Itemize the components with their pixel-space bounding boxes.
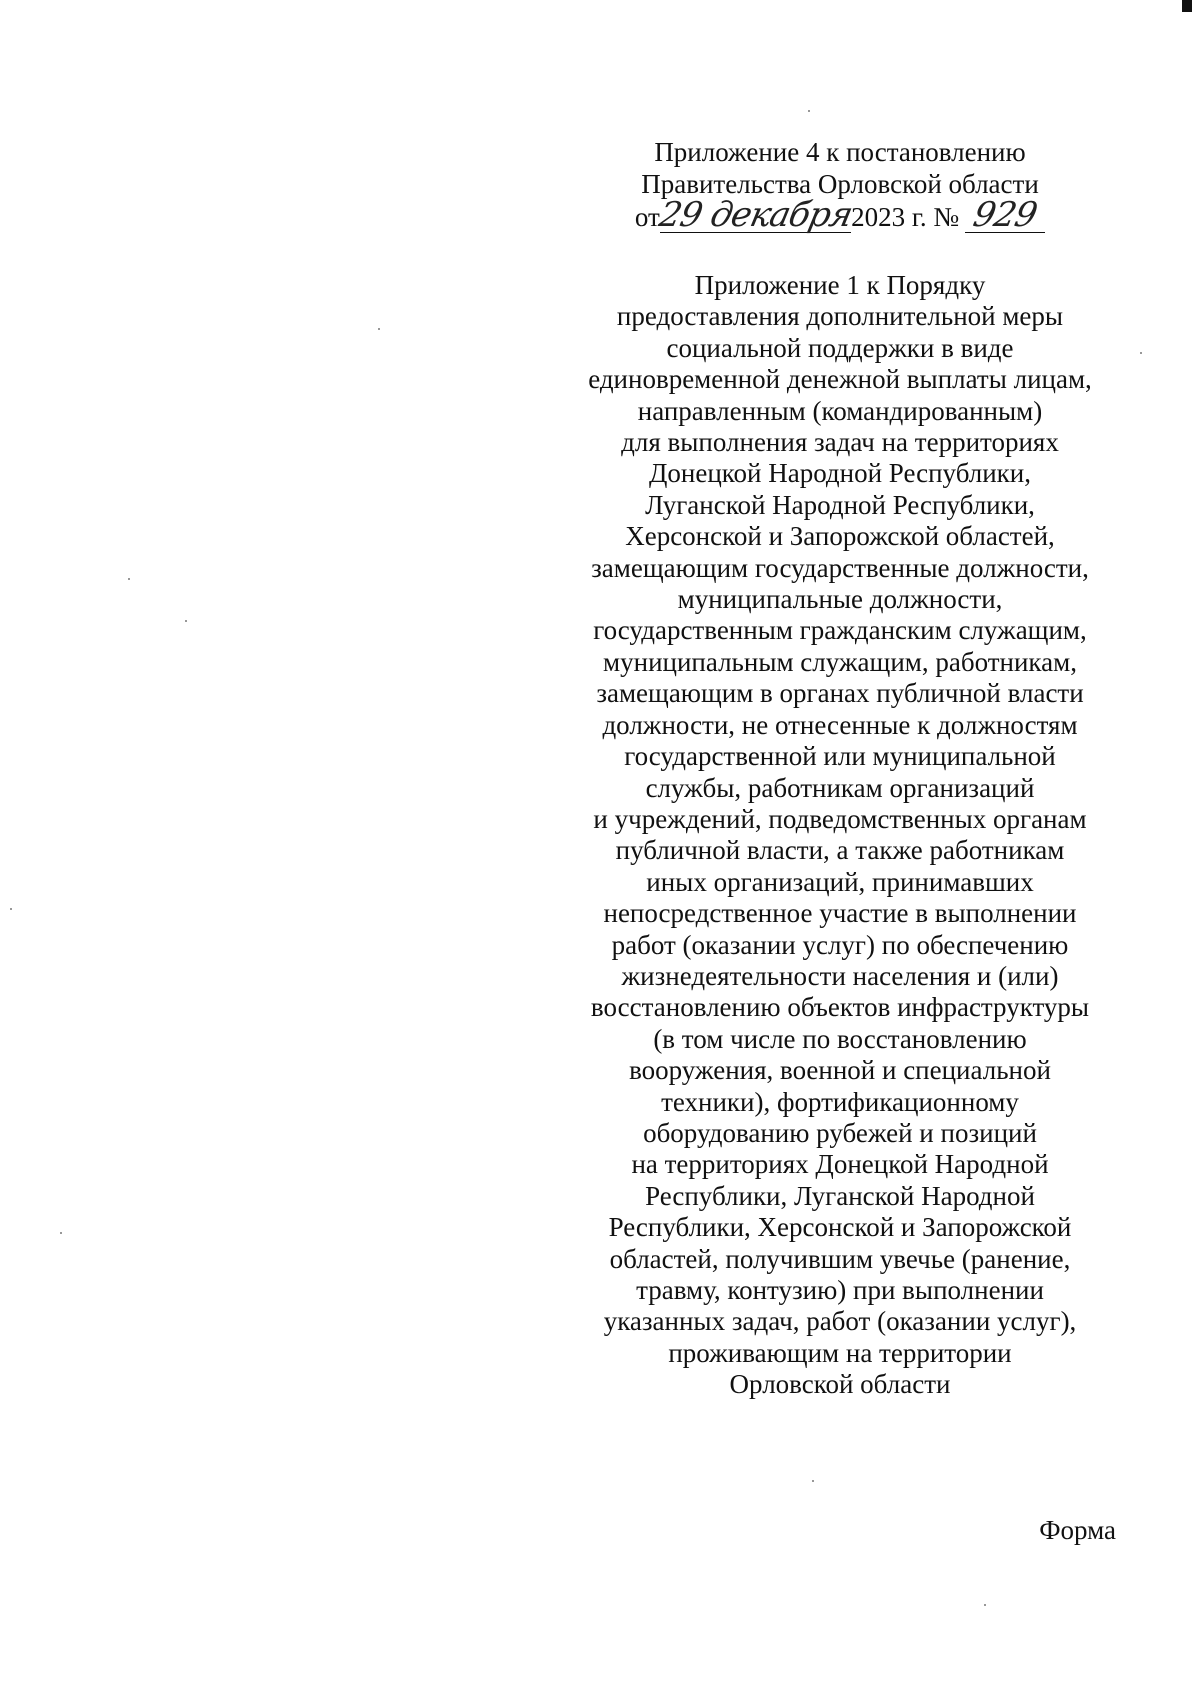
appendix-line: указанных задач, работ (оказании услуг), bbox=[603, 1306, 1077, 1337]
appendix-line: техники), фортификационному bbox=[661, 1086, 1019, 1117]
appendix-line: муниципальным служащим, работникам, bbox=[603, 646, 1077, 677]
appendix-line: должности, не отнесенные к должностям bbox=[602, 709, 1078, 740]
appendix-line: предоставления дополнительной меры bbox=[616, 301, 1064, 332]
scan-speck bbox=[812, 1480, 814, 1482]
scan-speck bbox=[984, 1604, 986, 1606]
appendix-line: направленным (командированным) bbox=[637, 395, 1043, 426]
scan-speck bbox=[378, 328, 380, 330]
appendix-line: замещающим в органах публичной власти bbox=[596, 678, 1084, 709]
appendix-line: (в том числе по восстановлению bbox=[653, 1023, 1027, 1054]
appendix-line: государственным гражданским служащим, bbox=[593, 615, 1087, 646]
appendix-line: публичной власти, а также работникам bbox=[615, 835, 1065, 866]
appendix-line: на территориях Донецкой Народной bbox=[631, 1149, 1049, 1180]
appendix-line: Республики, Луганской Народной bbox=[645, 1180, 1035, 1211]
header-date-line bbox=[560, 195, 1120, 235]
appendix-line: восстановлению объектов инфраструктуры bbox=[590, 992, 1090, 1023]
appendix-block bbox=[560, 270, 1120, 1401]
form-label: Форма bbox=[1039, 1515, 1116, 1545]
appendix-line: Приложение 1 к Порядку bbox=[694, 270, 986, 300]
appendix-line: Херсонской и Запорожской областей, bbox=[625, 521, 1055, 552]
scan-speck bbox=[808, 110, 810, 112]
handwritten-number: 929 bbox=[969, 195, 1041, 235]
date-prefix: от bbox=[634, 202, 660, 232]
appendix-line: областей, получившим увечье (ранение, bbox=[609, 1243, 1071, 1274]
header-line-appendix: Приложение 4 к постановлению bbox=[654, 137, 1026, 167]
appendix-line: работ (оказании услуг) по обеспечению bbox=[611, 929, 1069, 960]
appendix-line: оборудованию рубежей и позиций bbox=[643, 1117, 1037, 1148]
number-fill-field bbox=[965, 195, 1045, 235]
appendix-line: и учреждений, подведомственных органам bbox=[593, 803, 1087, 834]
scan-speck bbox=[10, 908, 12, 910]
appendix-line: службы, работникам организаций bbox=[645, 772, 1035, 803]
appendix-line: единовременной денежной выплаты лицам, bbox=[588, 364, 1092, 395]
appendix-line: Орловской области bbox=[729, 1369, 951, 1400]
appendix-line: Донецкой Народной Республики, bbox=[648, 458, 1032, 489]
scan-speck bbox=[60, 1232, 62, 1234]
appendix-line: муниципальные должности, bbox=[677, 584, 1003, 615]
date-fill-field bbox=[655, 195, 856, 235]
appendix-line: государственной или муниципальной bbox=[624, 741, 1056, 772]
scan-speck bbox=[185, 620, 187, 622]
scan-corner-mark bbox=[1182, 0, 1192, 12]
appendix-line: травму, контузию) при выполнении bbox=[636, 1275, 1044, 1305]
appendix-line: Республики, Херсонской и Запорожской bbox=[608, 1212, 1072, 1243]
year-number-text: 2023 г. № bbox=[851, 202, 960, 232]
header-line-government: Правительства Орловской области bbox=[641, 169, 1039, 199]
appendix-line: вооружения, военной и специальной bbox=[629, 1055, 1051, 1086]
appendix-line: для выполнения задач на территориях bbox=[621, 427, 1059, 458]
appendix-line: социальной поддержки в виде bbox=[666, 332, 1014, 363]
resolution-header bbox=[560, 136, 1120, 233]
appendix-line: иных организаций, принимавших bbox=[646, 866, 1034, 897]
appendix-line: замещающим государственные должности, bbox=[591, 552, 1089, 583]
appendix-line: Луганской Народной Республики, bbox=[645, 489, 1035, 520]
scan-speck bbox=[1140, 352, 1142, 354]
appendix-line: жизнедеятельности населения и (или) bbox=[621, 960, 1059, 991]
handwritten-date: 29 декабря bbox=[655, 195, 856, 235]
appendix-line: проживающим на территории bbox=[668, 1337, 1012, 1368]
scan-speck bbox=[128, 578, 130, 580]
appendix-line: непосредственное участие в выполнении bbox=[603, 898, 1077, 929]
